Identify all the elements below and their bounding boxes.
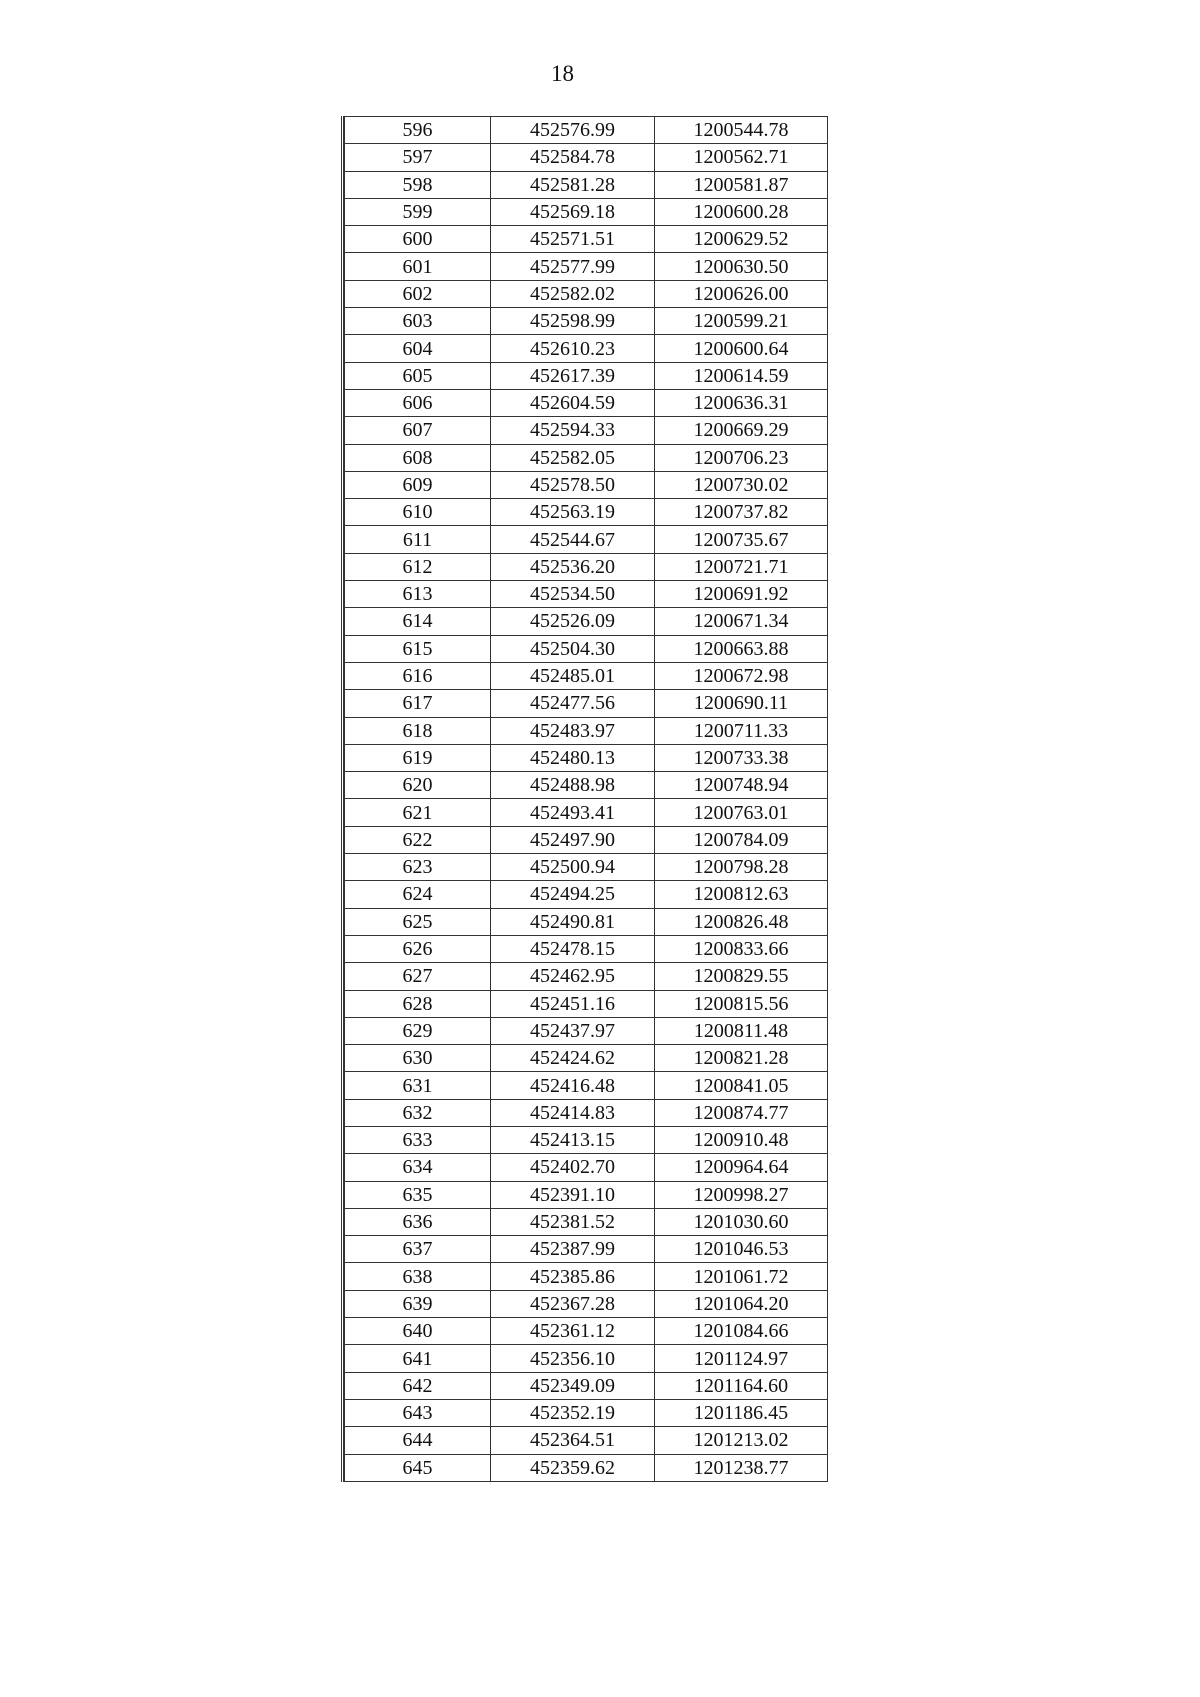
table-row <box>345 1399 828 1426</box>
x-coordinate-cell: 452577.99 <box>491 253 655 280</box>
y-coordinate-cell: 1200730.02 <box>655 471 828 498</box>
x-coordinate-cell: 452490.81 <box>491 908 655 935</box>
table-row <box>345 417 828 444</box>
table-row <box>345 581 828 608</box>
x-coordinate-cell: 452462.95 <box>491 963 655 990</box>
table-row <box>345 1072 828 1099</box>
table-row <box>345 635 828 662</box>
table-row <box>345 389 828 416</box>
y-coordinate-cell: 1200636.31 <box>655 389 828 416</box>
point-number-cell: 625 <box>345 908 491 935</box>
x-coordinate-cell: 452367.28 <box>491 1290 655 1317</box>
x-coordinate-cell: 452494.25 <box>491 881 655 908</box>
point-number-cell: 614 <box>345 608 491 635</box>
y-coordinate-cell: 1200874.77 <box>655 1099 828 1126</box>
x-coordinate-cell: 452352.19 <box>491 1399 655 1426</box>
table-row <box>345 1208 828 1235</box>
x-coordinate-cell: 452571.51 <box>491 226 655 253</box>
table-row <box>345 608 828 635</box>
table-row <box>345 553 828 580</box>
y-coordinate-cell: 1200669.29 <box>655 417 828 444</box>
x-coordinate-cell: 452581.28 <box>491 171 655 198</box>
x-coordinate-cell: 452359.62 <box>491 1454 655 1481</box>
x-coordinate-cell: 452385.86 <box>491 1263 655 1290</box>
y-coordinate-cell: 1200784.09 <box>655 826 828 853</box>
x-coordinate-cell: 452569.18 <box>491 198 655 225</box>
coordinates-table-body <box>345 117 828 1482</box>
y-coordinate-cell: 1200733.38 <box>655 744 828 771</box>
y-coordinate-cell: 1201213.02 <box>655 1427 828 1454</box>
table-row <box>345 744 828 771</box>
point-number-cell: 628 <box>345 990 491 1017</box>
table-row <box>345 1017 828 1044</box>
x-coordinate-cell: 452413.15 <box>491 1126 655 1153</box>
table-row <box>345 1263 828 1290</box>
point-number-cell: 626 <box>345 935 491 962</box>
point-number-cell: 645 <box>345 1454 491 1481</box>
x-coordinate-cell: 452617.39 <box>491 362 655 389</box>
point-number-cell: 598 <box>345 171 491 198</box>
point-number-cell: 617 <box>345 690 491 717</box>
table-row <box>345 1181 828 1208</box>
point-number-cell: 611 <box>345 526 491 553</box>
x-coordinate-cell: 452361.12 <box>491 1318 655 1345</box>
x-coordinate-cell: 452477.56 <box>491 690 655 717</box>
x-coordinate-cell: 452544.67 <box>491 526 655 553</box>
point-number-cell: 618 <box>345 717 491 744</box>
point-number-cell: 629 <box>345 1017 491 1044</box>
x-coordinate-cell: 452610.23 <box>491 335 655 362</box>
table-row <box>345 1099 828 1126</box>
coordinates-table-wrapper <box>341 116 827 1482</box>
table-row <box>345 854 828 881</box>
x-coordinate-cell: 452604.59 <box>491 389 655 416</box>
x-coordinate-cell: 452526.09 <box>491 608 655 635</box>
table-row <box>345 335 828 362</box>
y-coordinate-cell: 1200600.64 <box>655 335 828 362</box>
x-coordinate-cell: 452497.90 <box>491 826 655 853</box>
point-number-cell: 609 <box>345 471 491 498</box>
y-coordinate-cell: 1200630.50 <box>655 253 828 280</box>
y-coordinate-cell: 1200812.63 <box>655 881 828 908</box>
y-coordinate-cell: 1200748.94 <box>655 772 828 799</box>
point-number-cell: 633 <box>345 1126 491 1153</box>
table-row <box>345 1454 828 1481</box>
y-coordinate-cell: 1200821.28 <box>655 1045 828 1072</box>
y-coordinate-cell: 1200998.27 <box>655 1181 828 1208</box>
x-coordinate-cell: 452480.13 <box>491 744 655 771</box>
x-coordinate-cell: 452582.05 <box>491 444 655 471</box>
point-number-cell: 630 <box>345 1045 491 1072</box>
y-coordinate-cell: 1200629.52 <box>655 226 828 253</box>
table-row <box>345 117 828 144</box>
point-number-cell: 602 <box>345 280 491 307</box>
table-row <box>345 1236 828 1263</box>
table-row <box>345 499 828 526</box>
x-coordinate-cell: 452504.30 <box>491 635 655 662</box>
table-row <box>345 526 828 553</box>
x-coordinate-cell: 452563.19 <box>491 499 655 526</box>
y-coordinate-cell: 1200672.98 <box>655 662 828 689</box>
y-coordinate-cell: 1200735.67 <box>655 526 828 553</box>
point-number-cell: 596 <box>345 117 491 144</box>
point-number-cell: 643 <box>345 1399 491 1426</box>
table-row <box>345 226 828 253</box>
x-coordinate-cell: 452356.10 <box>491 1345 655 1372</box>
page-number: 18 <box>551 61 574 86</box>
x-coordinate-cell: 452402.70 <box>491 1154 655 1181</box>
x-coordinate-cell: 452349.09 <box>491 1372 655 1399</box>
point-number-cell: 644 <box>345 1427 491 1454</box>
point-number-cell: 623 <box>345 854 491 881</box>
table-row <box>345 280 828 307</box>
point-number-cell: 621 <box>345 799 491 826</box>
y-coordinate-cell: 1200964.64 <box>655 1154 828 1181</box>
y-coordinate-cell: 1200763.01 <box>655 799 828 826</box>
y-coordinate-cell: 1201030.60 <box>655 1208 828 1235</box>
table-row <box>345 881 828 908</box>
point-number-cell: 620 <box>345 772 491 799</box>
table-row <box>345 253 828 280</box>
y-coordinate-cell: 1201046.53 <box>655 1236 828 1263</box>
x-coordinate-cell: 452493.41 <box>491 799 655 826</box>
point-number-cell: 610 <box>345 499 491 526</box>
table-row <box>345 1154 828 1181</box>
x-coordinate-cell: 452478.15 <box>491 935 655 962</box>
point-number-cell: 638 <box>345 1263 491 1290</box>
x-coordinate-cell: 452488.98 <box>491 772 655 799</box>
y-coordinate-cell: 1200711.33 <box>655 717 828 744</box>
table-row <box>345 662 828 689</box>
table-row <box>345 1290 828 1317</box>
point-number-cell: 641 <box>345 1345 491 1372</box>
x-coordinate-cell: 452381.52 <box>491 1208 655 1235</box>
x-coordinate-cell: 452387.99 <box>491 1236 655 1263</box>
point-number-cell: 608 <box>345 444 491 471</box>
y-coordinate-cell: 1200910.48 <box>655 1126 828 1153</box>
table-row <box>345 308 828 335</box>
table-row <box>345 1318 828 1345</box>
y-coordinate-cell: 1200671.34 <box>655 608 828 635</box>
point-number-cell: 631 <box>345 1072 491 1099</box>
table-row <box>345 171 828 198</box>
y-coordinate-cell: 1200663.88 <box>655 635 828 662</box>
y-coordinate-cell: 1200690.11 <box>655 690 828 717</box>
point-number-cell: 635 <box>345 1181 491 1208</box>
x-coordinate-cell: 452424.62 <box>491 1045 655 1072</box>
table-row <box>345 935 828 962</box>
y-coordinate-cell: 1201064.20 <box>655 1290 828 1317</box>
y-coordinate-cell: 1200833.66 <box>655 935 828 962</box>
y-coordinate-cell: 1201124.97 <box>655 1345 828 1372</box>
table-row <box>345 1345 828 1372</box>
x-coordinate-cell: 452483.97 <box>491 717 655 744</box>
point-number-cell: 605 <box>345 362 491 389</box>
y-coordinate-cell: 1200626.00 <box>655 280 828 307</box>
point-number-cell: 615 <box>345 635 491 662</box>
x-coordinate-cell: 452534.50 <box>491 581 655 608</box>
y-coordinate-cell: 1200614.59 <box>655 362 828 389</box>
point-number-cell: 636 <box>345 1208 491 1235</box>
table-row <box>345 1045 828 1072</box>
x-coordinate-cell: 452414.83 <box>491 1099 655 1126</box>
table-row <box>345 362 828 389</box>
y-coordinate-cell: 1200811.48 <box>655 1017 828 1044</box>
table-row <box>345 963 828 990</box>
point-number-cell: 600 <box>345 226 491 253</box>
table-row <box>345 444 828 471</box>
table-row <box>345 908 828 935</box>
point-number-cell: 627 <box>345 963 491 990</box>
table-row <box>345 990 828 1017</box>
point-number-cell: 639 <box>345 1290 491 1317</box>
y-coordinate-cell: 1200706.23 <box>655 444 828 471</box>
x-coordinate-cell: 452576.99 <box>491 117 655 144</box>
x-coordinate-cell: 452594.33 <box>491 417 655 444</box>
x-coordinate-cell: 452536.20 <box>491 553 655 580</box>
y-coordinate-cell: 1200562.71 <box>655 144 828 171</box>
y-coordinate-cell: 1200841.05 <box>655 1072 828 1099</box>
table-row <box>345 1427 828 1454</box>
x-coordinate-cell: 452500.94 <box>491 854 655 881</box>
table-row <box>345 717 828 744</box>
y-coordinate-cell: 1201084.66 <box>655 1318 828 1345</box>
table-row <box>345 690 828 717</box>
table-row <box>345 198 828 225</box>
x-coordinate-cell: 452416.48 <box>491 1072 655 1099</box>
x-coordinate-cell: 452364.51 <box>491 1427 655 1454</box>
x-coordinate-cell: 452485.01 <box>491 662 655 689</box>
point-number-cell: 606 <box>345 389 491 416</box>
point-number-cell: 642 <box>345 1372 491 1399</box>
x-coordinate-cell: 452582.02 <box>491 280 655 307</box>
table-row <box>345 799 828 826</box>
point-number-cell: 634 <box>345 1154 491 1181</box>
point-number-cell: 601 <box>345 253 491 280</box>
y-coordinate-cell: 1200581.87 <box>655 171 828 198</box>
table-row <box>345 1126 828 1153</box>
y-coordinate-cell: 1200798.28 <box>655 854 828 881</box>
y-coordinate-cell: 1201164.60 <box>655 1372 828 1399</box>
point-number-cell: 613 <box>345 581 491 608</box>
point-number-cell: 624 <box>345 881 491 908</box>
y-coordinate-cell: 1201061.72 <box>655 1263 828 1290</box>
point-number-cell: 632 <box>345 1099 491 1126</box>
y-coordinate-cell: 1200721.71 <box>655 553 828 580</box>
point-number-cell: 607 <box>345 417 491 444</box>
point-number-cell: 612 <box>345 553 491 580</box>
x-coordinate-cell: 452437.97 <box>491 1017 655 1044</box>
point-number-cell: 622 <box>345 826 491 853</box>
y-coordinate-cell: 1200829.55 <box>655 963 828 990</box>
y-coordinate-cell: 1200544.78 <box>655 117 828 144</box>
table-row <box>345 471 828 498</box>
x-coordinate-cell: 452451.16 <box>491 990 655 1017</box>
table-row <box>345 1372 828 1399</box>
point-number-cell: 640 <box>345 1318 491 1345</box>
y-coordinate-cell: 1200826.48 <box>655 908 828 935</box>
point-number-cell: 619 <box>345 744 491 771</box>
point-number-cell: 603 <box>345 308 491 335</box>
x-coordinate-cell: 452584.78 <box>491 144 655 171</box>
point-number-cell: 599 <box>345 198 491 225</box>
point-number-cell: 637 <box>345 1236 491 1263</box>
coordinates-table <box>344 116 828 1482</box>
table-row <box>345 144 828 171</box>
y-coordinate-cell: 1200691.92 <box>655 581 828 608</box>
y-coordinate-cell: 1200600.28 <box>655 198 828 225</box>
y-coordinate-cell: 1201238.77 <box>655 1454 828 1481</box>
y-coordinate-cell: 1201186.45 <box>655 1399 828 1426</box>
table-row <box>345 826 828 853</box>
y-coordinate-cell: 1200737.82 <box>655 499 828 526</box>
point-number-cell: 597 <box>345 144 491 171</box>
y-coordinate-cell: 1200599.21 <box>655 308 828 335</box>
y-coordinate-cell: 1200815.56 <box>655 990 828 1017</box>
point-number-cell: 616 <box>345 662 491 689</box>
x-coordinate-cell: 452598.99 <box>491 308 655 335</box>
x-coordinate-cell: 452578.50 <box>491 471 655 498</box>
point-number-cell: 604 <box>345 335 491 362</box>
x-coordinate-cell: 452391.10 <box>491 1181 655 1208</box>
table-row <box>345 772 828 799</box>
